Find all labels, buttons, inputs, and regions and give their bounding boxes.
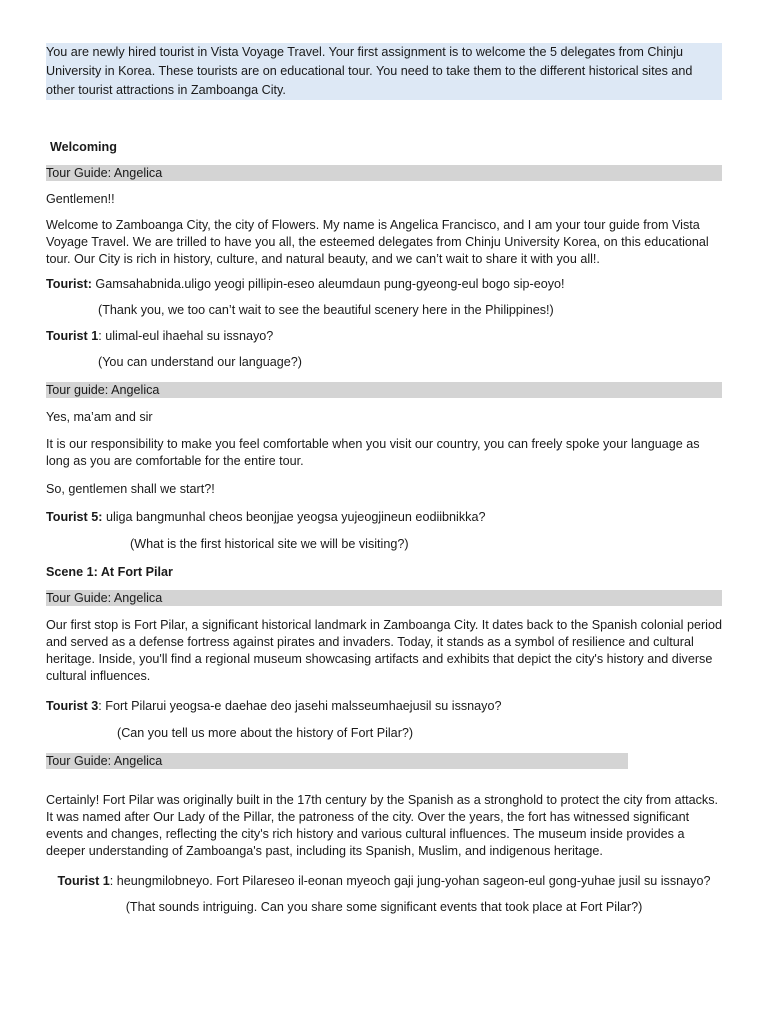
welcoming-heading: Welcoming xyxy=(50,140,117,154)
speaker-label: Tourist 5: xyxy=(46,510,103,524)
tourist-dialogue-line xyxy=(46,328,722,345)
translation-line: (What is the first historical site we will be visiting?) xyxy=(130,537,409,551)
welcome-paragraph: Welcome to Zamboanga City, the city of Flowers. My name is Angelica Francisco, and I am your tour guide from Vista Voyage Travel. We are trilled to have you all, the esteemed delegates from Chinju University Korea, on this educational tour. Our City is rich in history, culture, and natural beauty, and we can’t wait to share it with you all!. xyxy=(46,218,709,266)
guide-label-bar: Tour Guide: Angelica xyxy=(46,590,722,606)
gentlemen-line: Gentlemen!! xyxy=(46,192,115,206)
speaker-label: Tourist 3 xyxy=(46,699,99,713)
translation-line: (That sounds intriguing. Can you share some significant events that took place at Fort Pilar?) xyxy=(125,900,643,914)
tourist-dialogue-line xyxy=(46,509,722,526)
dialogue-text: Gamsahabnida.uligo yeogi pillipin-eseo aleumdaun pung-gyeong-eul bogo sip-eoyo! xyxy=(91,277,565,291)
dialogue-text: : ulimal-eul ihaehal su issnayo? xyxy=(98,329,274,343)
speaker-label: Tourist 1 xyxy=(57,874,110,888)
dialogue-text: : Fort Pilarui yeogsa-e daehae deo jasehi malsseumhaejusil su issnayo? xyxy=(98,699,502,713)
fort-pilar-paragraph: Our first stop is Fort Pilar, a significant historical landmark in Zamboanga City. It dates back to the Spanish colonial period and served as a defense fortress against pirates and invaders. Today, it stands as a symbol of resilience and cultural heritage. Inside, you'll find a regional museum showcasing artifacts and exhibits that depict the city's history and diverse cultural influences. xyxy=(46,618,722,683)
guide-label-bar: Tour Guide: Angelica xyxy=(46,165,722,181)
intro-paragraph: You are newly hired tourist in Vista Voyage Travel. Your first assignment is to welcome the 5 delegates from Chinju University in Korea. These tourists are on educational tour. You need to take them to the different historical sites and other tourist attractions in Zamboanga City. xyxy=(46,43,722,100)
speaker-label: Tourist 1 xyxy=(46,329,99,343)
dialogue-text: uliga bangmunhal cheos beonjjae yeogsa yujeogjineun eodiibnikka? xyxy=(102,510,486,524)
guide-label-bar: Tour Guide: Angelica xyxy=(46,753,628,769)
speaker-label: Tourist: xyxy=(46,277,92,291)
tourist-dialogue-line xyxy=(46,276,722,293)
tourist-dialogue-line xyxy=(0,873,768,890)
guide-reply-line: Yes, ma’am and sir xyxy=(46,410,153,424)
dialogue-text: : heungmilobneyo. Fort Pilareseo il-eonan myeoch gaji jung-yohan sageon-eul gong-yuhae jusil su issnayo? xyxy=(109,874,711,888)
history-paragraph: Certainly! Fort Pilar was originally built in the 17th century by the Spanish as a stronghold to protect the city from attacks. It was named after Our Lady of the Pillar, the patroness of the city. Over the years, the fort has witnessed significant events and changes, reflecting the city's rich history and various cultural influences. The museum inside provides a deeper understanding of Zamboanga's past, including its Spanish, Muslim, and indigenous heritage. xyxy=(46,793,718,858)
start-question-line: So, gentlemen shall we start?! xyxy=(46,482,215,496)
translation-line: (Thank you, we too can’t wait to see the beautiful scenery here in the Philippines!) xyxy=(98,303,554,317)
guide-label-bar: Tour guide: Angelica xyxy=(46,382,722,398)
scene-heading: Scene 1: At Fort Pilar xyxy=(46,565,173,579)
responsibility-paragraph: It is our responsibility to make you feel comfortable when you visit our country, you can freely spoke your language as long as you are comfortable for the entire tour. xyxy=(46,437,700,468)
translation-line: (You can understand our language?) xyxy=(98,355,302,369)
tourist-dialogue-line xyxy=(46,698,722,715)
translation-line: (Can you tell us more about the history of Fort Pilar?) xyxy=(117,726,414,740)
